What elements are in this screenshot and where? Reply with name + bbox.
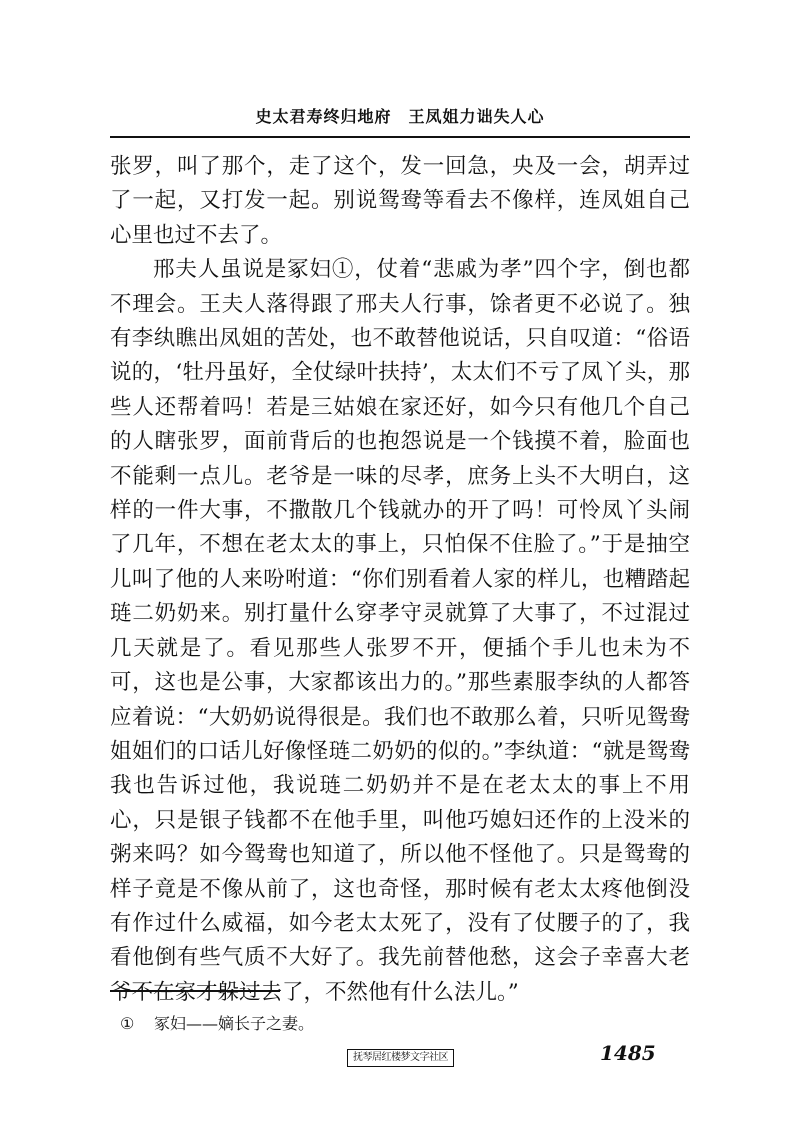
paragraph-1: 张罗，叫了那个，走了这个，发一回急，央及一会，胡弄过了一起，又打发一起。别说鸳鸯等看去不像样，连凤姐自己心里也过不去了。 [110, 154, 690, 248]
running-head: 史太君寿终归地府 王凤姐力诎失人心 [255, 107, 545, 126]
header-rule [110, 136, 690, 138]
source-stamp: 抚琴居红楼梦文字社区 [347, 1049, 454, 1067]
page-number: 1485 [600, 1041, 656, 1065]
footnote-rule [110, 990, 280, 992]
footnote [120, 1014, 314, 1034]
footnote-marker: ① [120, 1014, 135, 1033]
body-text [110, 150, 690, 1010]
footnote-text: 冢妇——嫡长子之妻。 [154, 1014, 315, 1033]
paragraph-2: 邢夫人虽说是冢妇①，仗着“悲戚为孝”四个字，倒也都不理会。王夫人落得跟了邢夫人行事，馀者更不必说了。独有李纨瞧出凤姐的苦处，也不敢替他说话，只自叹道：“俗语说的，‘牡丹虽好，全仗绿叶扶持’，太太们不亏了凤丫头，那些人还帮着吗！若是三姑娘在家还好，如今只有他几个自己的人瞎张罗，面前背后的也抱怨说是一个钱摸不着，脸面也不能剩一点儿。老爷是一味的尽孝，庶务上头不大明白，这样的一件大事，不撒散几个钱就办的开了吗！可怜凤丫头闹了几年，不想在老太太的事上，只怕保不住脸了。”于是抽空儿叫了他的人来吩咐道：“你们别看着人家的样儿，也糟踏起琏二奶奶来。别打量什么穿孝守灵就算了大事了，不过混过几天就是了。看见那些人张罗不开，便插个手儿也未为不可，这也是公事，大家都该出力的。”那些素服李纨的人都答应着说：“大奶奶说得很是。我们也不敢那么着，只听见鸳鸯姐姐们的口话儿好像怪琏二奶奶的似的。”李纨道：“就是鸳鸯我也告诉过他，我说琏二奶奶并不是在老太太的事上不用心，只是银子钱都不在他手里，叫他巧媳妇还作的上没米的粥来吗？如今鸳鸯也知道了，所以他不怪他了。只是鸳鸯的样子竟是不像从前了，这也奇怪，那时候有老太太疼他倒没有作过什么威福，如今老太太死了，没有了仗腰子的了，我看他倒有些气质不大好了。我先前替他愁，这会子幸喜大老爷不在家才躲过去了，不然他有什么法儿。” [110, 257, 690, 1005]
